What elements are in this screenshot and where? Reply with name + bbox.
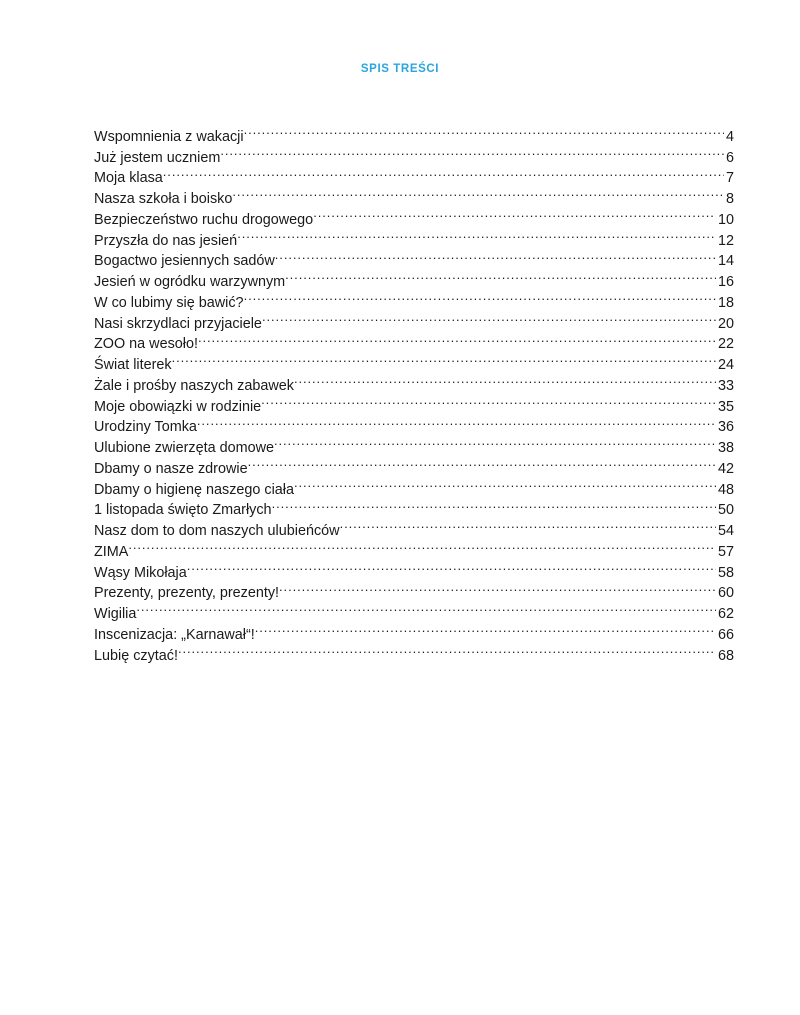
toc-entry-page-number: 36 bbox=[717, 419, 734, 436]
toc-entry-title: ZOO na wesoło! bbox=[94, 336, 198, 353]
dot-leader bbox=[313, 203, 716, 224]
toc-entry bbox=[94, 162, 734, 187]
dot-leader bbox=[262, 307, 716, 328]
toc-entry-title: Wspomnienia z wakacji bbox=[94, 128, 244, 145]
toc-entry-page-number: 68 bbox=[717, 647, 734, 664]
toc-entry-title: Dbamy o nasze zdrowie bbox=[94, 460, 248, 477]
toc-entry-title: 1 listopada święto Zmarłych bbox=[94, 502, 272, 519]
dot-leader bbox=[197, 411, 716, 432]
toc-entry-page-number: 57 bbox=[717, 543, 734, 560]
toc-entry-title: Ulubione zwierzęta domowe bbox=[94, 440, 274, 456]
dot-leader bbox=[274, 431, 716, 452]
dot-leader bbox=[232, 182, 724, 203]
toc-entry-page-number: 54 bbox=[717, 523, 734, 539]
toc-entry-title: Wigilia bbox=[94, 606, 137, 622]
dot-leader bbox=[163, 162, 724, 183]
toc-entry bbox=[94, 348, 734, 373]
toc-entry-title: Prezenty, prezenty, prezenty! bbox=[94, 585, 280, 602]
toc-entry-title: Lubię czytać! bbox=[94, 647, 178, 664]
toc-entry-page-number: 48 bbox=[717, 481, 734, 498]
toc-entry-page-number: 12 bbox=[717, 232, 734, 249]
dot-leader bbox=[237, 224, 716, 245]
page-title: SPIS TREŚCI bbox=[360, 63, 440, 75]
dot-leader bbox=[272, 494, 716, 515]
toc-entry bbox=[94, 120, 734, 145]
dot-leader bbox=[244, 120, 724, 141]
toc-entry-title: Urodziny Tomka bbox=[94, 419, 197, 436]
toc-entry bbox=[94, 618, 734, 643]
toc-entry bbox=[94, 639, 734, 664]
dot-leader bbox=[198, 328, 716, 349]
toc-entry-title: Bezpieczeństwo ruchu drogowego bbox=[94, 211, 314, 228]
dot-leader bbox=[294, 473, 716, 494]
toc-entry-page-number: 33 bbox=[717, 377, 734, 394]
toc-entry bbox=[94, 597, 734, 622]
dot-leader bbox=[244, 286, 716, 307]
dot-leader bbox=[187, 556, 716, 577]
toc-entry-title: Świat literek bbox=[94, 357, 172, 373]
table-of-contents bbox=[94, 120, 734, 664]
dot-leader bbox=[136, 597, 716, 618]
toc-entry-page-number: 18 bbox=[717, 294, 734, 311]
dot-leader bbox=[172, 348, 716, 369]
toc-entry-title: Wąsy Mikołaja bbox=[94, 564, 187, 581]
toc-entry-page-number: 10 bbox=[717, 211, 734, 228]
toc-entry-title: Już jestem uczniem bbox=[94, 149, 221, 166]
toc-entry-title: Nasza szkoła i boisko bbox=[94, 191, 233, 207]
dot-leader bbox=[279, 577, 716, 598]
toc-entry-title: Nasi skrzydlaci przyjaciele bbox=[94, 315, 262, 332]
toc-entry bbox=[94, 577, 734, 602]
toc-entry bbox=[94, 182, 734, 207]
toc-entry-page-number: 6 bbox=[725, 149, 734, 166]
dot-leader bbox=[255, 618, 716, 639]
toc-entry bbox=[94, 369, 734, 394]
toc-entry-page-number: 4 bbox=[725, 128, 734, 145]
toc-entry-page-number: 24 bbox=[717, 357, 734, 373]
toc-entry-title: Nasz dom to dom naszych ulubieńców bbox=[94, 523, 340, 539]
toc-entry-page-number: 35 bbox=[717, 398, 734, 415]
dot-leader bbox=[248, 452, 716, 473]
toc-entry-title: Żale i prośby naszych zabawek bbox=[94, 377, 294, 394]
toc-entry-page-number: 60 bbox=[717, 585, 734, 602]
dot-leader bbox=[178, 639, 716, 660]
toc-entry-page-number: 20 bbox=[717, 315, 734, 332]
dot-leader bbox=[128, 535, 716, 556]
toc-entry-page-number: 50 bbox=[717, 502, 734, 519]
toc-entry-page-number: 7 bbox=[725, 170, 734, 187]
dot-leader bbox=[294, 369, 716, 390]
toc-entry-page-number: 58 bbox=[717, 564, 734, 581]
dot-leader bbox=[340, 514, 716, 535]
toc-entry-title: Dbamy o higienę naszego ciała bbox=[94, 481, 294, 498]
toc-entry-page-number: 16 bbox=[717, 274, 734, 290]
toc-entry-title: Bogactwo jesiennych sadów bbox=[94, 253, 275, 270]
toc-entry-title: Moja klasa bbox=[94, 170, 163, 187]
toc-entry-title: Inscenizacja: „Karnawał“! bbox=[94, 626, 255, 643]
toc-entry-page-number: 38 bbox=[717, 440, 734, 456]
toc-entry-title: ZIMA bbox=[94, 543, 129, 560]
toc-entry bbox=[94, 535, 734, 560]
dot-leader bbox=[220, 141, 724, 162]
toc-entry bbox=[94, 556, 734, 581]
toc-entry-title: Przyszła do nas jesień bbox=[94, 232, 238, 249]
toc-entry-title: Moje obowiązki w rodzinie bbox=[94, 398, 262, 415]
dot-leader bbox=[261, 390, 716, 411]
toc-entry-page-number: 8 bbox=[725, 191, 734, 207]
dot-leader bbox=[285, 265, 716, 286]
toc-entry-page-number: 62 bbox=[717, 606, 734, 622]
toc-entry-title: W co lubimy się bawić? bbox=[94, 294, 244, 311]
toc-entry-page-number: 22 bbox=[717, 336, 734, 353]
toc-entry-page-number: 42 bbox=[717, 460, 734, 477]
toc-entry-page-number: 66 bbox=[717, 626, 734, 643]
toc-entry-title: Jesień w ogródku warzywnym bbox=[94, 274, 286, 290]
dot-leader bbox=[275, 245, 716, 266]
toc-entry-page-number: 14 bbox=[717, 253, 734, 270]
